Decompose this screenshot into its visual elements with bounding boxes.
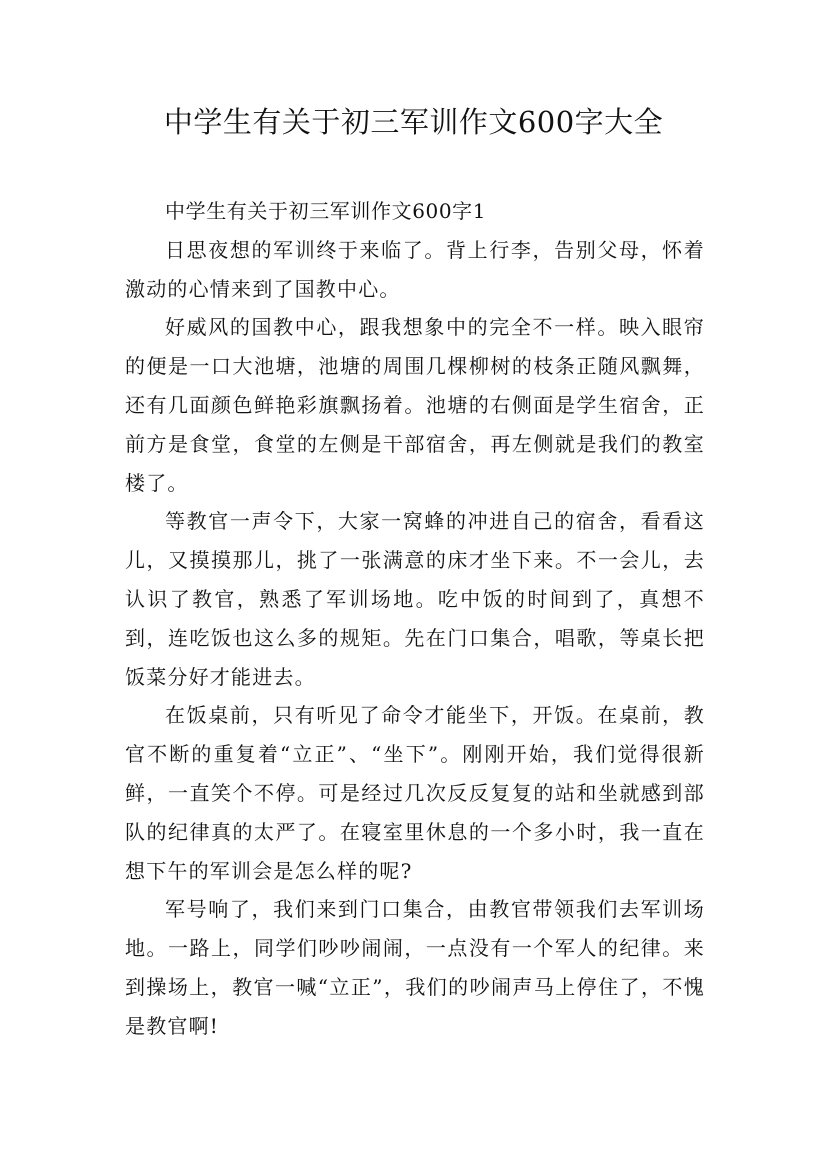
paragraph-3: 等教官一声令下，大家一窝蜂的冲进自己的宿舍，看看这儿，又摸摸那儿，挑了一张满意的床才坐下来。不一会儿，去认识了教官，熟悉了军训场地。吃中饭的时间到了，真想不到，连吃饭也这么多的规矩。先在门口集合，唱歌，等桌长把饭菜分好才能进去。 [125, 509, 705, 689]
paragraph-2: 好威风的国教中心，跟我想象中的完全不一样。映入眼帘的便是一口大池塘，池塘的周围几棵柳树的枝条正随风飘舞，还有几面颜色鲜艳彩旗飘扬着。池塘的右侧面是学生宿舍，正前方是食堂，食堂的左侧是干部宿舍，再左侧就是我们的教室楼了。 [125, 315, 705, 495]
page-title: 中学生有关于初三军训作文600字大全 [163, 105, 664, 139]
section-subheading: 中学生有关于初三军训作文600字1 [165, 199, 487, 223]
paragraph-1: 日思夜想的军训终于来临了。背上行李，告别父母，怀着激动的心情来到了国教中心。 [125, 237, 705, 301]
paragraph-4: 在饭桌前，只有听见了命令才能坐下，开饭。在桌前，教官不断的重复着“立正”、“坐下”。刚刚开始，我们觉得很新鲜，一直笑个不停。可是经过几次反反复复的站和坐就感到部队的纪律真的太严了。在寝室里休息的一个多小时，我一直在想下午的军训会是怎么样的呢? [125, 703, 705, 883]
paragraph-5: 军号响了，我们来到门口集合，由教官带领我们去军训场地。一路上，同学们吵吵闹闹，一点没有一个军人的纪律。来到操场上，教官一喊“立正”，我们的吵闹声马上停住了，不愧是教官啊! [125, 897, 705, 1038]
article-body [125, 192, 705, 1046]
